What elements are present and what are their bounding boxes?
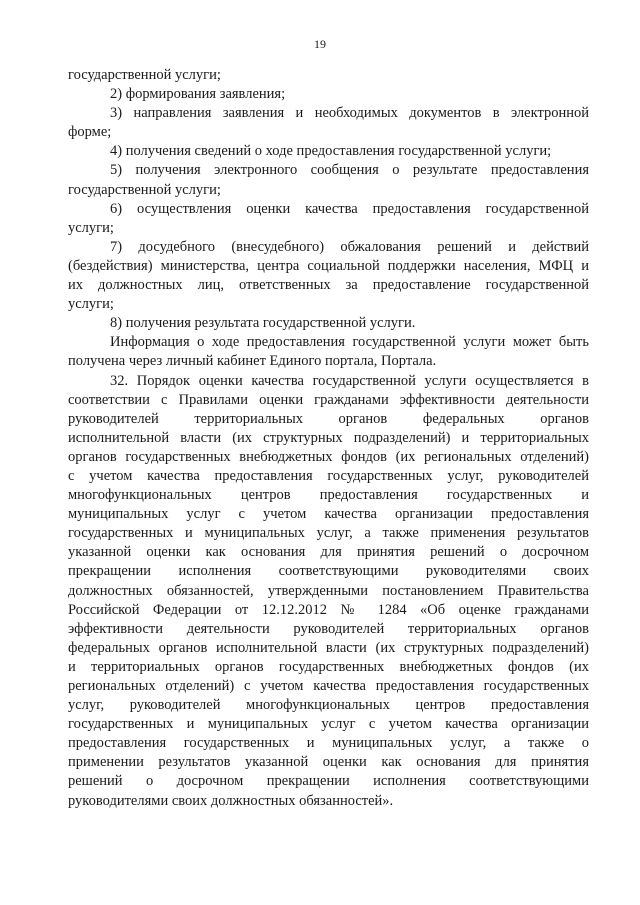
- text-line: государственной услуги;: [68, 181, 221, 198]
- text-line: федеральных органов исполнительной власти (их структурных подразделений): [68, 639, 589, 656]
- text-line: 8) получения результата государственной услуги.: [110, 315, 416, 332]
- text-line: их должностных лиц, ответственных за предоставление государственной: [68, 277, 589, 294]
- text-line: 7) досудебного (внесудебного) обжалования решений и действий: [110, 238, 589, 255]
- text-line: услуг, руководителей многофункциональных центров предоставления: [68, 697, 589, 714]
- text-line: 32. Порядок оценки качества государственной услуги осуществляется в: [110, 372, 589, 389]
- text-line: форме;: [68, 124, 112, 141]
- text-line: муниципальных услуг с учетом качества организации предоставления: [68, 506, 589, 523]
- text-line: должностных обязанностей, утвержденными постановлением Правительства: [68, 582, 589, 599]
- text-line: Российской Федерации от 12.12.2012 № 1284 «Об оценке гражданами: [68, 601, 589, 618]
- text-line: прекращении исполнения соответствующими руководителями своих: [68, 563, 589, 580]
- text-line: 5) получения электронного сообщения о результате предоставления: [110, 162, 589, 179]
- text-line: эффективности деятельности руководителей территориальных органов: [68, 620, 589, 637]
- text-line: 4) получения сведений о ходе предоставления государственной услуги;: [110, 143, 552, 160]
- text-line: Информация о ходе предоставления государственной услуги может быть: [110, 334, 589, 351]
- text-line: (бездействия) министерства, центра социальной поддержки населения, МФЦ и: [68, 257, 589, 274]
- text-line: руководителями своих должностных обязанностей».: [68, 792, 394, 809]
- text-line: 3) направления заявления и необходимых документов в электронной: [110, 105, 589, 122]
- text-line: соответствии с Правилами оценки гражданами эффективности деятельности: [68, 391, 589, 408]
- text-line: и территориальных органов государственных внебюджетных фондов (их: [68, 658, 589, 675]
- text-line: применении результатов указанной оценки как основания для принятия: [68, 754, 589, 771]
- text-line: 2) формирования заявления;: [110, 86, 286, 103]
- text-line: государственной услуги;: [68, 67, 221, 83]
- text-line: органов государственных внебюджетных фондов (их региональных отделений): [68, 448, 589, 465]
- text-line: с учетом качества предоставления государственных услуг, руководителей: [68, 467, 589, 484]
- text-line: указанной оценки как основания для принятия решений о досрочном: [68, 544, 589, 561]
- text-line: исполнительной власти (их структурных подразделений) и территориальных: [68, 429, 589, 446]
- text-line: предоставления государственных и муниципальных услуг, а также о: [68, 735, 589, 752]
- text-line: многофункциональных центров предоставления государственных и: [68, 487, 589, 504]
- text-line: государственных и муниципальных услуг, а также применения результатов: [68, 525, 589, 542]
- text-line: руководителей территориальных органов федеральных органов: [68, 410, 589, 427]
- text-line: услуги;: [68, 219, 114, 236]
- page-number: 19: [314, 37, 326, 51]
- text-line: услуги;: [68, 296, 114, 313]
- text-line: решений о досрочном прекращении исполнения соответствующими: [68, 773, 589, 790]
- text-line: 6) осуществления оценки качества предоставления государственной: [110, 200, 589, 217]
- text-line: государственных и муниципальных услуг с учетом качества организации: [68, 716, 589, 733]
- text-line: региональных отделений) с учетом качества предоставления государственных: [68, 678, 589, 694]
- text-line: получена через личный кабинет Единого портала, Портала.: [68, 353, 437, 370]
- document-body: [68, 66, 589, 811]
